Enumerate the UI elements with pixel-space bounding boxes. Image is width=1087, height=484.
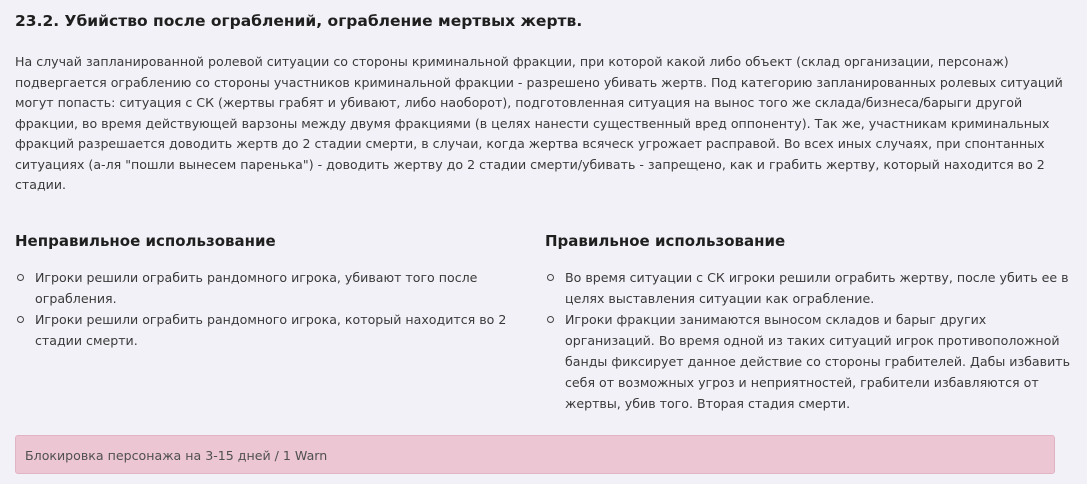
list-item [15, 309, 520, 351]
incorrect-usage-heading: Неправильное использование [15, 232, 276, 250]
list-item-text: Во время ситуации с СК игроки решили ограбить жертву, после убить ее в целях выставления ситуации как ограбление. [565, 270, 1069, 306]
correct-usage-list [545, 267, 1070, 414]
list-item-text: Игроки фракции занимаются выносом складов и барыг других организаций. Во время одной из таких ситуаций игрок противоположной банды фиксирует данное действие со стороны грабителей. Дабы избавить себя от возможных угроз и неприятностей, грабители избавляются от жертвы, убив того. Вторая стадия смерти. [565, 312, 1071, 411]
incorrect-usage-column [15, 230, 520, 351]
list-item-text: Игроки решили ограбить рандомного игрока, который находится во 2 стадии смерти. [35, 312, 507, 348]
incorrect-usage-list [15, 267, 520, 351]
bullet-icon [17, 316, 24, 323]
correct-usage-column [545, 230, 1070, 414]
list-item [15, 267, 520, 309]
bullet-icon [547, 316, 554, 323]
penalty-callout: Блокировка персонажа на 3-15 дней / 1 Warn [15, 435, 1055, 474]
correct-usage-heading: Правильное использование [545, 232, 786, 250]
list-item [545, 267, 1070, 309]
rule-title: 23.2. Убийство после ограблений, ограбление мертвых жертв. [15, 12, 583, 30]
bullet-icon [547, 274, 554, 281]
list-item [545, 309, 1070, 414]
list-item-text: Игроки решили ограбить рандомного игрока, убивают того после ограбления. [35, 270, 478, 306]
rule-description: На случай запланированной ролевой ситуации со стороны криминальной фракции, при которой какой либо объект (склад организации, персонаж) подвергается ограблению со стороны участников криминальной фракции - разрешено убивать жертв. Под категорию запланированных ролевых ситуаций могут попасть: ситуация с СК (жертвы грабят и убивают, либо наоборот), подготовленная ситуация на вынос того же склада/бизнеса/барыги другой фракции, во время действующей варзоны между двумя фракциями (в целях нанести существенный вред оппоненту). Так же, участникам криминальных фракций разрешается доводить жертв до 2 стадии смерти, в случаи, когда жертва всяческ угрожает расправой. Во всех иных случаях, при спонтанных ситуациях (а-ля "пошли вынесем паренька") - доводить жертву до 2 стадии смерти/убивать - запрещено, как и грабить жертву, который находится во 2 стадии. [15, 54, 1063, 192]
bullet-icon [17, 274, 24, 281]
